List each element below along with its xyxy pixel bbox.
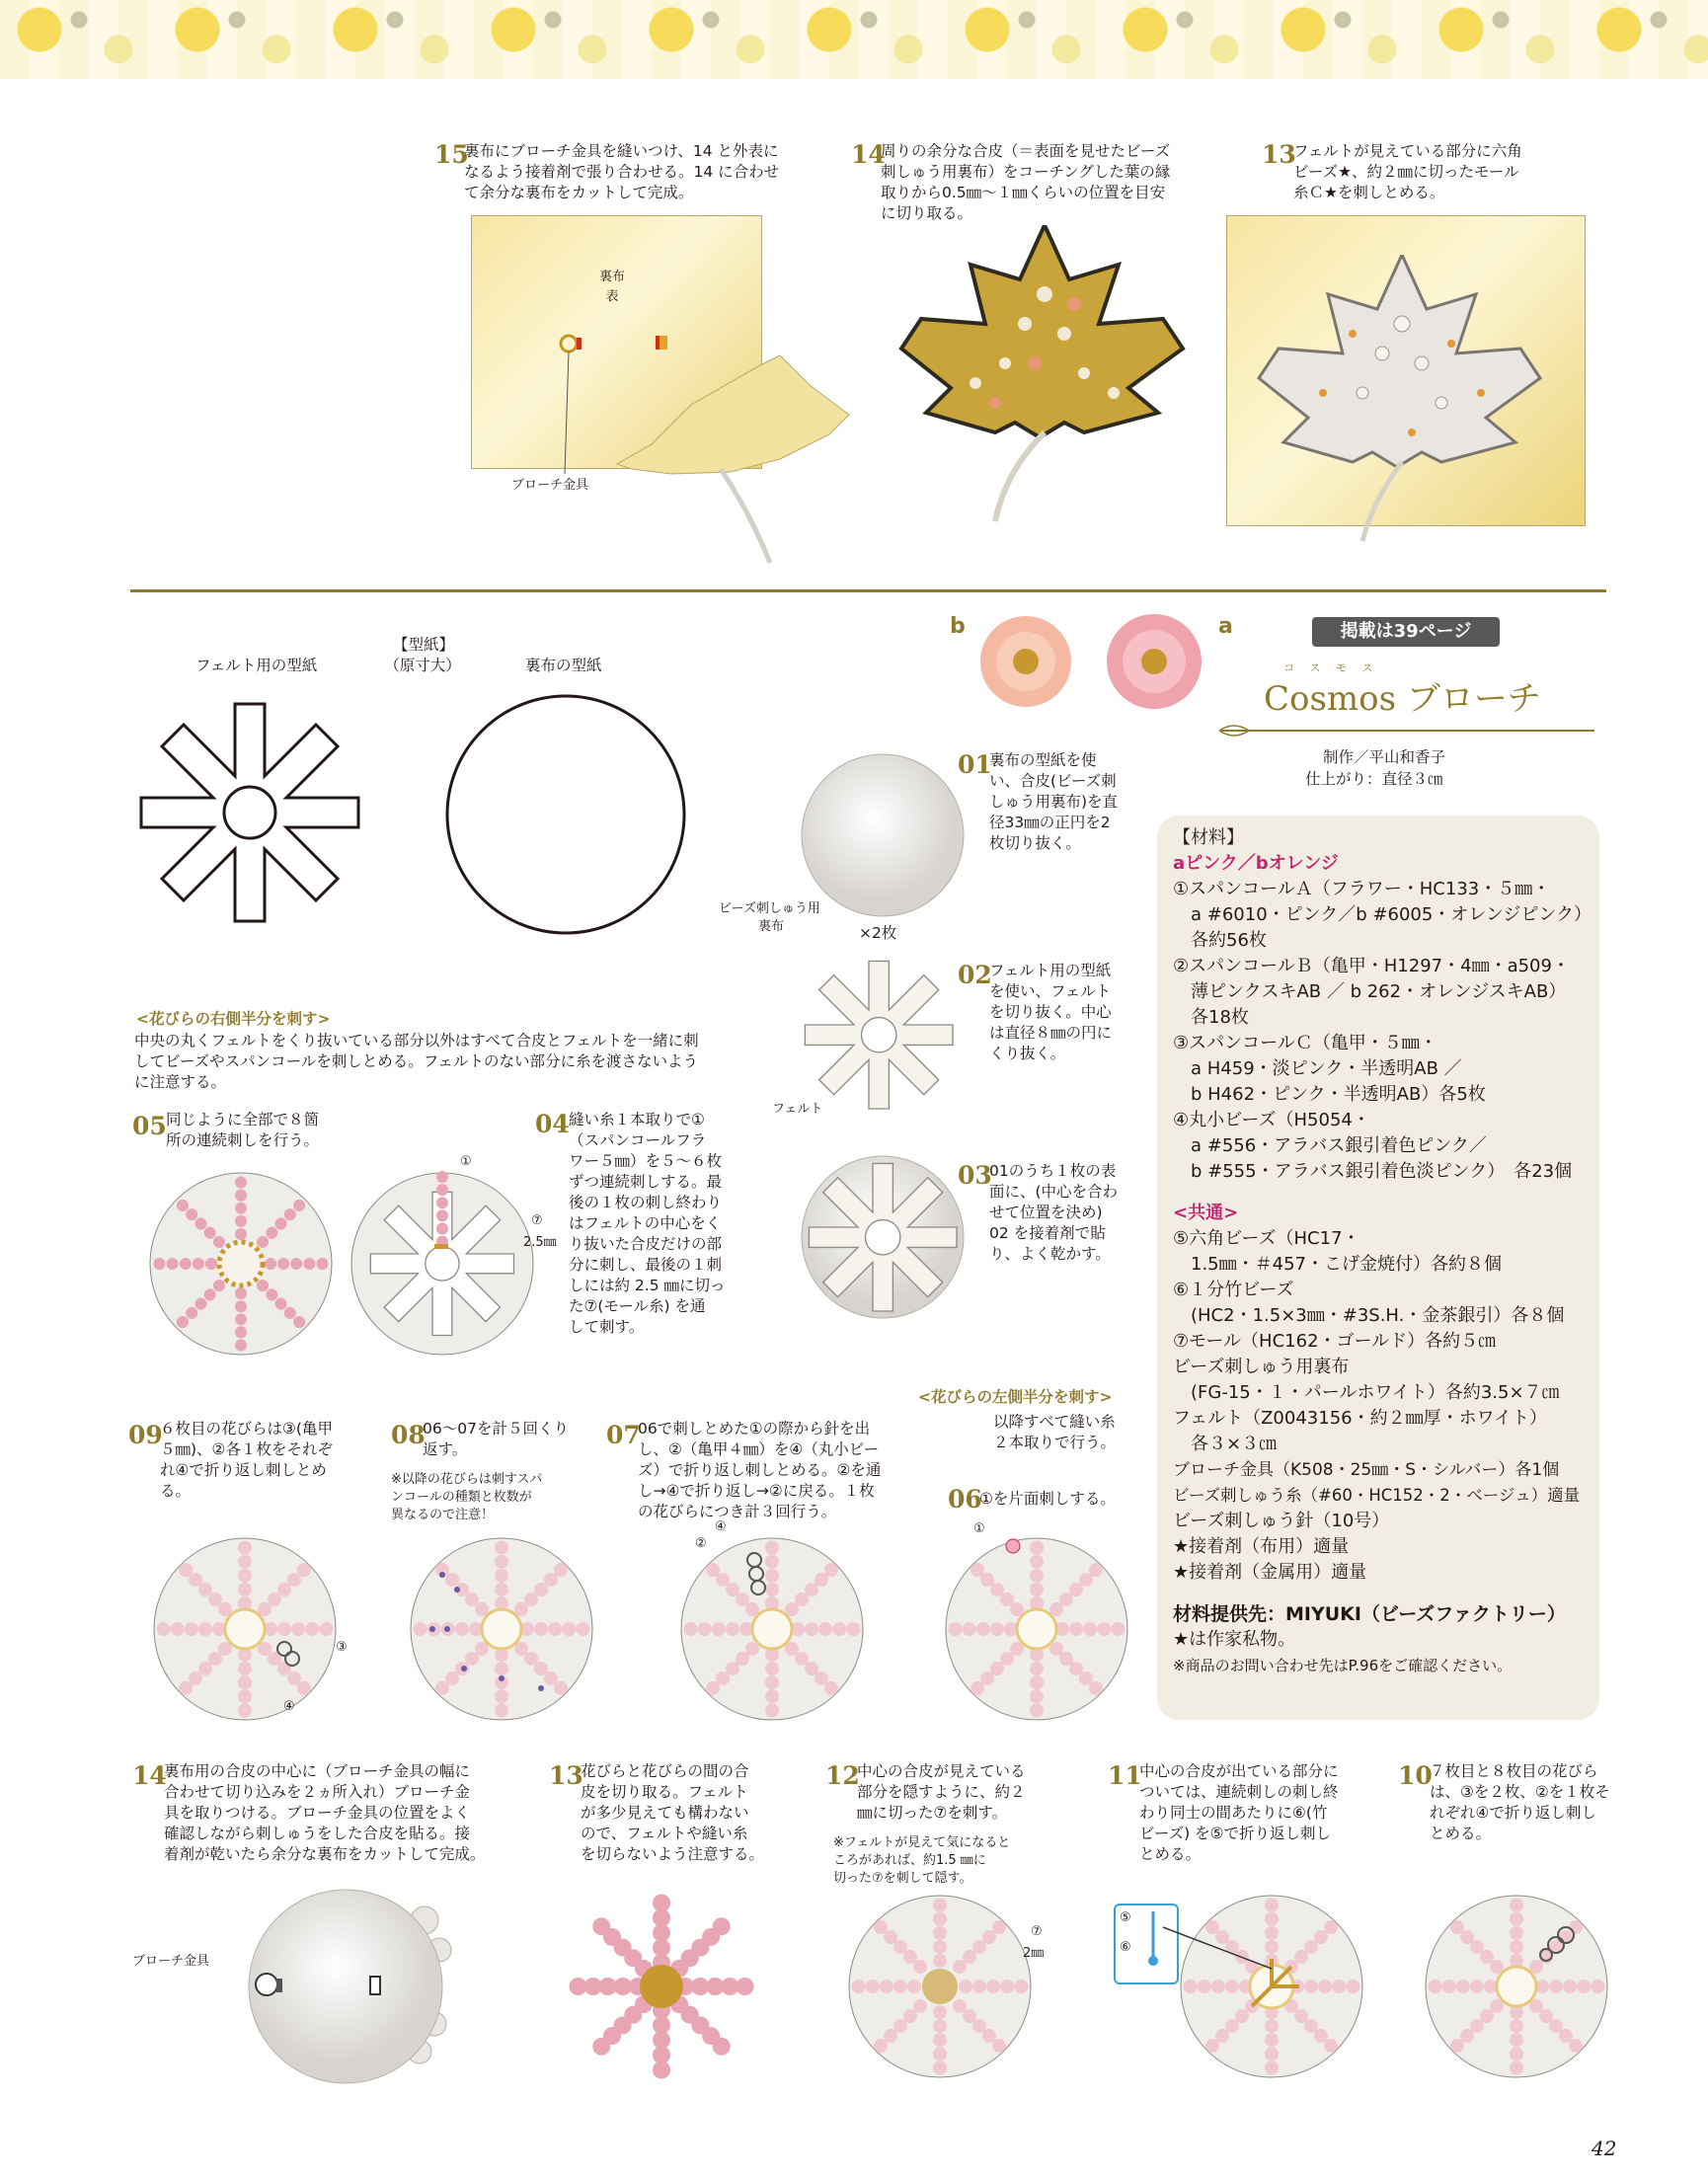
step-14b-label: ブローチ金具 bbox=[132, 1954, 210, 1969]
material-item: b H462・ピンク・半透明AB）各5枚 bbox=[1173, 1084, 1486, 1105]
material-item: 1.5㎜・＃457・こげ金焼付）各約８個 bbox=[1173, 1254, 1502, 1275]
step-12-diagram bbox=[841, 1888, 1039, 2085]
step-11-mark-5: ⑤ bbox=[1120, 1910, 1131, 1925]
step-10-text: ７枚目と８枚目の花びら は、③を２枚、②を１枚そ れぞれ④で折り返し刺し とめる。 bbox=[1430, 1762, 1610, 1842]
material-item: 各３×３㎝ bbox=[1173, 1434, 1278, 1454]
step-04-mark-7: ⑦ bbox=[531, 1213, 543, 1228]
step-14b-diagram bbox=[237, 1876, 474, 2103]
material-item: ②スパンコールＢ（亀甲・H1297・4㎜・a509・ bbox=[1173, 956, 1570, 976]
step-14b-text: 裏布用の合皮の中心に（ブローチ金具の幅に 合わせて切り込みを２ヵ所入れ）ブローチ金 具を取りつける。ブローチ金具の位置をよく 確認しながら刺しゅうをした合皮を貼る。接 着剤が乾いたら余分な裏布をカットして完成。 bbox=[164, 1762, 486, 1863]
material-item: 薄ピンクスキAB ／ b 262・オレンジスキAB） bbox=[1173, 981, 1567, 1002]
step-13b-text: 花びらと花びらの間の合 皮を切り取る。フェルト が多少見えても構わない ので、フェルトや縫い糸 を切らないよう注意する。 bbox=[581, 1762, 765, 1863]
material-item: ビーズ刺しゅう針（10号） bbox=[1173, 1511, 1390, 1531]
maker-credit: 制作／平山和香子 bbox=[1323, 748, 1446, 766]
materials-list bbox=[1173, 825, 1597, 1678]
title-ruby: コ ス モ ス bbox=[1283, 661, 1379, 674]
left-half-heading: <花びらの左側半分を刺す> bbox=[918, 1388, 1113, 1406]
material-item: ①スパンコールＡ（フラワー・HC133・５㎜・ bbox=[1173, 879, 1551, 899]
step-04-number: 04 bbox=[535, 1110, 570, 1138]
step-12-dim: 2㎜ bbox=[1023, 1946, 1045, 1961]
step-03-text: 01のうち１枚の表 面に、(中心を合わ せて位置を決め) 02 を接着剤で貼 り、よく乾かす。 bbox=[989, 1162, 1119, 1263]
material-item: ④丸小ビーズ（H5054・ bbox=[1173, 1110, 1370, 1130]
materials-variant-heading: aピンク／bオレンジ bbox=[1173, 853, 1339, 874]
floral-banner bbox=[0, 0, 1708, 79]
cosmos-orange-photo bbox=[980, 616, 1071, 707]
brooch-pin-icon bbox=[553, 326, 681, 484]
cosmos-photos bbox=[971, 614, 1228, 713]
step-07-mark-4: ④ bbox=[715, 1519, 727, 1534]
page-reference-badge: 掲載は39ページ bbox=[1312, 617, 1500, 647]
title-underline-ornament bbox=[1214, 719, 1599, 742]
step-11-number: 11 bbox=[1108, 1761, 1142, 1790]
step-13-number: 13 bbox=[1262, 140, 1296, 169]
step-15-number: 15 bbox=[434, 140, 469, 169]
beaded-leaf-white bbox=[1254, 255, 1560, 551]
step-08-number: 08 bbox=[391, 1421, 426, 1449]
step-14b-number: 14 bbox=[132, 1761, 167, 1790]
step-09-diagram bbox=[146, 1530, 344, 1728]
step-11-diagram bbox=[1114, 1888, 1370, 2085]
step-12-note: ※フェルトが見えて気になると ころがあれば、約1.5 ㎜に 切った⑦を刺して隠す。 bbox=[833, 1835, 1011, 1886]
step-01-label-1: ビーズ刺しゅう用 bbox=[719, 901, 820, 916]
label-a: a bbox=[1218, 614, 1233, 639]
step-02-text: フェルト用の型紙 を使い、フェルト を切り抜く。中心 は直径８㎜の円に くり抜く。 bbox=[989, 962, 1113, 1062]
material-item: a #6010・ピンク／b #6005・オレンジピンク） bbox=[1173, 904, 1592, 925]
step-14-number: 14 bbox=[851, 140, 886, 169]
step-04-text: 縫い糸１本取りで① （スパンコールフラ ワー５㎜）を５～６枚 ずつ連続刺しする。最 後の１枚の刺し終わり はフェルトの中心をく り抜いた合皮だけの部 分に刺し、最後の１刺 しには約 2.5 ㎜に切っ た⑦(モール糸) を通 して刺す。 bbox=[569, 1111, 726, 1336]
step-05-number: 05 bbox=[132, 1112, 167, 1140]
materials-heading: 【材料】 bbox=[1173, 827, 1244, 848]
materials-common-heading: <共通> bbox=[1173, 1203, 1239, 1223]
pattern-heading-sub: （原寸大） bbox=[384, 657, 461, 674]
step-08-text: 06～07を計５回くり 返す。 bbox=[423, 1420, 569, 1458]
step-06-mark-1: ① bbox=[973, 1521, 985, 1536]
materials-supplier: 材料提供先：MIYUKI（ビーズファクトリー） bbox=[1173, 1603, 1566, 1625]
left-half-text: 以降すべて縫い糸 ２本取りで行う。 bbox=[993, 1413, 1117, 1451]
step-08-note: ※以降の花びらは刺すスパ ンコールの種類と枚数が 異なるので注意！ bbox=[391, 1472, 543, 1522]
material-item: ⑤六角ビーズ（HC17・ bbox=[1173, 1228, 1360, 1249]
step-06-text: ①を片面刺しする。 bbox=[979, 1490, 1116, 1508]
material-item: ブローチ金具（K508・25㎜・S・シルバー）各1個 bbox=[1173, 1460, 1560, 1480]
step-09-text: ６枚目の花びらは③(亀甲 ５㎜)、②各１枚をそれぞ れ④で折り返し刺しとめ る。 bbox=[160, 1420, 333, 1500]
step-12-number: 12 bbox=[825, 1761, 860, 1790]
right-half-heading: <花びらの右側半分を刺す> bbox=[136, 1010, 331, 1028]
step-08-diagram bbox=[403, 1530, 600, 1728]
felt-pattern-label: フェルト用の型紙 bbox=[195, 657, 318, 674]
label-b: b bbox=[950, 614, 966, 639]
step-04-mark-1: ① bbox=[460, 1154, 472, 1169]
step-03-number: 03 bbox=[958, 1161, 992, 1190]
material-item: b #555・アラバス銀引着色淡ピンク） 各23個 bbox=[1173, 1161, 1573, 1182]
step-02-felt-shape bbox=[802, 958, 960, 1116]
step-01-number: 01 bbox=[958, 750, 992, 779]
material-item: フェルト（Z0043156・約２㎜厚・ホワイト） bbox=[1173, 1408, 1548, 1429]
step-13b-diagram bbox=[563, 1888, 760, 2085]
step-10-diagram bbox=[1418, 1888, 1615, 2085]
material-item: 各18枚 bbox=[1173, 1007, 1249, 1028]
label-brooch-fitting: ブローチ金具 bbox=[511, 478, 589, 493]
pattern-heading: 【型紙】 bbox=[393, 636, 455, 654]
page-number: 42 bbox=[1592, 2137, 1617, 2160]
material-item: a #556・アラバス銀引着色ピンク／ bbox=[1173, 1135, 1487, 1156]
material-item: ★接着剤（金属用）適量 bbox=[1173, 1562, 1367, 1583]
step-05-diagram bbox=[142, 1165, 340, 1362]
material-item: ⑥１分竹ビーズ bbox=[1173, 1280, 1294, 1300]
material-item: 各約56枚 bbox=[1173, 930, 1267, 951]
step-01-text: 裏布の型紙を使 い、合皮(ビーズ刺 しゅう用裏布)を直 径33㎜の正円を2 枚切り抜く。 bbox=[989, 751, 1119, 852]
beaded-leaf-gold bbox=[896, 225, 1193, 531]
materials-private-note: ★は作家私物。 bbox=[1173, 1629, 1296, 1650]
right-half-text: 中央の丸くフェルトをくり抜いている部分以外はすべて合皮とフェルトを一緒に刺 してビーズやスパンコールを刺しとめる。フェルトのない部分に糸を渡さないよう に注意する。 bbox=[134, 1032, 699, 1091]
step-14-text: 周りの余分な合皮（＝表面を見せたビーズ 刺しゅう用裏布）をコーチングした葉の縁 取りから0.5㎜～１㎜くらいの位置を目安 に切り取る。 bbox=[881, 142, 1171, 222]
step-01-count: ×2枚 bbox=[859, 924, 897, 942]
step-06-number: 06 bbox=[948, 1485, 982, 1514]
page-title: Cosmos ブローチ bbox=[1264, 679, 1541, 719]
material-item: (FG-15・１・パールホワイト）各約3.5×７㎝ bbox=[1173, 1382, 1560, 1403]
step-05-text: 同じように全部で８箇 所の連続刺しを行う。 bbox=[166, 1111, 320, 1149]
step-03-circle bbox=[796, 1150, 973, 1328]
step-07-mark-2: ② bbox=[695, 1536, 707, 1551]
step-07-text: 06で刺しとめた①の際から針を出 し、②（亀甲４㎜）を④（丸小ビー ズ）で折り返し刺しとめる。②を通 し→④で折り返し→②に戻る。１枚 の花びらにつき計３回行う。 bbox=[638, 1420, 882, 1520]
step-09-number: 09 bbox=[128, 1421, 163, 1449]
step-02-label: フェルト bbox=[772, 1102, 823, 1117]
step-01-label-2: 裏布 bbox=[758, 919, 785, 934]
back-pattern-label: 裏布の型紙 bbox=[525, 657, 602, 674]
step-11-mark-6: ⑥ bbox=[1120, 1940, 1131, 1955]
felt-pattern-shape bbox=[136, 699, 363, 926]
material-item: ③スパンコールＣ（亀甲・５㎜・ bbox=[1173, 1033, 1437, 1053]
material-item: ★接着剤（布用）適量 bbox=[1173, 1536, 1350, 1557]
step-12-text: 中心の合皮が見えている 部分を隠すように、約２ ㎜に切った⑦を刺す。 bbox=[857, 1762, 1026, 1822]
step-13-text: フェルトが見えている部分に六角 ビーズ★、約２㎜に切ったモール 糸Ｃ★を刺しとめる。 bbox=[1293, 142, 1522, 201]
step-12-mark-7: ⑦ bbox=[1031, 1924, 1043, 1939]
step-15-text: 裏布にブローチ金具を縫いつけ、14 と外表に なるよう接着剤で張り合わせる。14 に合わせ て余分な裏布をカットして完成。 bbox=[464, 142, 780, 201]
step-01-circle bbox=[796, 748, 973, 926]
step-02-number: 02 bbox=[958, 961, 992, 989]
step-09-mark-4: ④ bbox=[283, 1699, 295, 1714]
material-item: (HC2・1.5×3㎜・#3S.H.・金茶銀引）各８個 bbox=[1173, 1305, 1565, 1326]
label-front: 表 bbox=[605, 289, 619, 304]
material-item: a H459・淡ピンク・半透明AB ／ bbox=[1173, 1058, 1462, 1079]
step-04-diagram bbox=[344, 1165, 541, 1362]
step-06-diagram bbox=[938, 1530, 1135, 1728]
material-item: ビーズ刺しゅう用裏布 bbox=[1173, 1357, 1350, 1377]
step-13b-number: 13 bbox=[549, 1761, 583, 1790]
step-04-dim: 2.5㎜ bbox=[523, 1235, 557, 1250]
material-item: ⑦モール（HC162・ゴールド）各約５㎝ bbox=[1173, 1331, 1497, 1352]
step-07-diagram bbox=[673, 1530, 871, 1728]
label-back-fabric: 裏布 bbox=[598, 270, 625, 284]
step-10-number: 10 bbox=[1398, 1761, 1433, 1790]
section-divider bbox=[130, 589, 1606, 592]
material-item: ビーズ刺しゅう糸（#60・HC152・2・ベージュ）適量 bbox=[1173, 1486, 1581, 1505]
step-07-number: 07 bbox=[606, 1421, 641, 1449]
step-11-text: 中心の合皮が出ている部分に ついては、連続刺しの刺し終 わり同士の間あたりに⑥(竹 ビーズ) を⑤で折り返し刺し とめる。 bbox=[1139, 1762, 1339, 1863]
materials-contact-note: ※商品のお問い合わせ先はP.96をご確認ください。 bbox=[1173, 1657, 1513, 1674]
finished-size: 仕上がり：直径３㎝ bbox=[1305, 770, 1443, 788]
back-fabric-pattern-circle bbox=[442, 691, 689, 938]
step-09-mark-3: ③ bbox=[336, 1640, 348, 1655]
cosmos-pink-photo bbox=[1107, 614, 1202, 709]
